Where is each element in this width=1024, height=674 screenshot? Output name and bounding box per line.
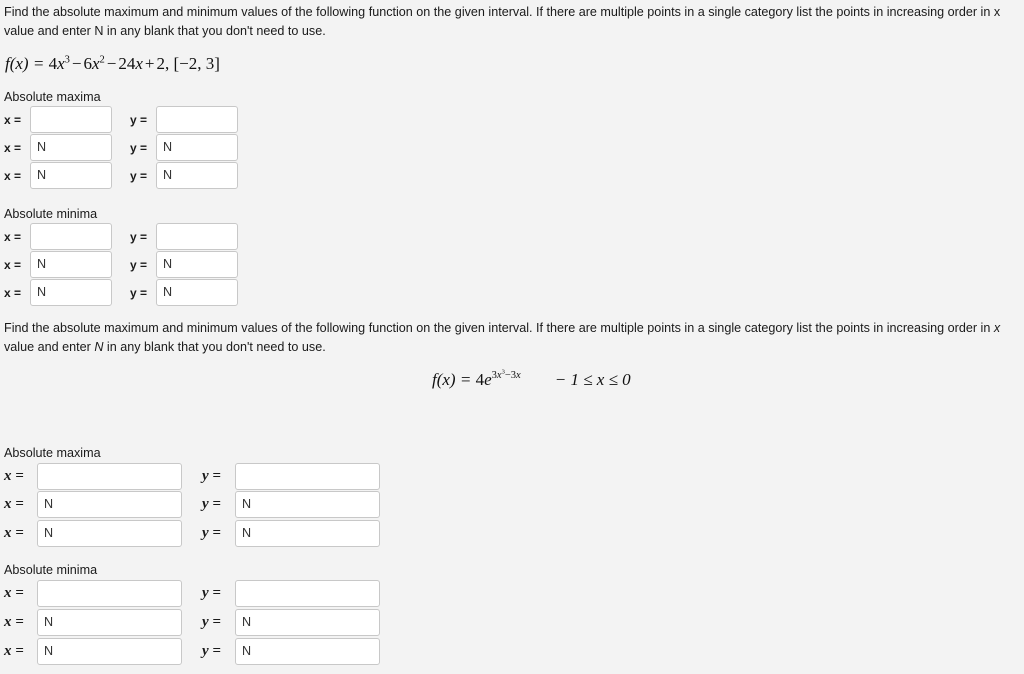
minima-y-input-3[interactable]: N <box>235 638 380 665</box>
maxima-x-input-1[interactable] <box>30 106 112 133</box>
equation-interval: − 1 ≤ x ≤ 0 <box>554 370 631 389</box>
x-label: x = <box>4 112 22 127</box>
problem-1-minima-row <box>4 251 238 278</box>
prompt-text-part-2: value and enter <box>4 340 95 354</box>
equation-term2-coeff: 6 <box>83 54 92 73</box>
y-label: y = <box>130 112 148 127</box>
exponent-coefficient-a: 3 <box>491 370 497 382</box>
maxima-x-input-1[interactable] <box>37 463 182 490</box>
problem-2-equation <box>432 370 631 390</box>
equation-interval: [−2, 3] <box>173 54 220 73</box>
minima-y-input-2[interactable]: N <box>235 609 380 636</box>
maxima-y-input-2[interactable]: N <box>235 491 380 518</box>
equation-term3-coeff: 24 <box>118 54 136 73</box>
minima-x-input-2[interactable]: N <box>30 251 112 278</box>
problem-1-maxima-heading: Absolute maxima <box>4 90 101 104</box>
problem-2-maxima-row <box>4 463 380 490</box>
equation-term2-var: x <box>91 54 100 73</box>
problem-1-prompt <box>4 3 1024 41</box>
equation-op-2: − <box>106 54 117 73</box>
x-label: x = <box>4 285 22 300</box>
equation-term3-var: x <box>135 54 143 73</box>
problem-2-minima-row <box>4 580 380 607</box>
equation-op-3: + <box>144 54 155 73</box>
prompt-text-part-1: Find the absolute maximum and minimum values of the following function on the given interval. If there are multiple points in a single category list the points in increasing order in <box>4 321 994 335</box>
equation-coefficient: 4 <box>475 370 485 389</box>
y-label: y = <box>202 614 221 630</box>
minima-y-input-1[interactable] <box>156 223 238 250</box>
prompt-n-symbol: N <box>94 340 104 354</box>
problem-1-minima-heading: Absolute minima <box>4 207 98 221</box>
equation-term1-var: x <box>57 54 65 73</box>
x-label: x = <box>4 496 24 512</box>
exponent-inner-power: 3 <box>501 368 505 376</box>
maxima-y-input-1[interactable] <box>156 106 238 133</box>
x-label: x = <box>4 614 24 630</box>
minima-y-input-2[interactable]: N <box>156 251 238 278</box>
y-label: y = <box>130 140 148 155</box>
equation-term1-coeff: 4 <box>48 54 58 73</box>
x-label: x = <box>4 257 22 272</box>
x-label: x = <box>4 168 22 183</box>
x-label: x = <box>4 643 24 659</box>
y-label: y = <box>202 496 221 512</box>
y-label: y = <box>202 468 221 484</box>
maxima-x-input-2[interactable]: N <box>30 134 112 161</box>
y-label: y = <box>130 229 148 244</box>
minima-x-input-1[interactable] <box>30 223 112 250</box>
maxima-y-input-3[interactable]: N <box>156 162 238 189</box>
problem-2-maxima-row <box>4 491 380 518</box>
prompt-text-part-2: value and enter <box>4 24 95 38</box>
equation-base: e <box>484 370 492 389</box>
exponent-coefficient-b: 3 <box>510 370 517 382</box>
exponent-operator: − <box>504 370 511 382</box>
equation-term4: 2, <box>156 54 170 73</box>
x-label: x = <box>4 229 22 244</box>
x-label: x = <box>4 468 24 484</box>
minima-x-input-1[interactable] <box>37 580 182 607</box>
x-label: x = <box>4 525 24 541</box>
problem-2-maxima-heading: Absolute maxima <box>4 446 101 460</box>
minima-x-input-3[interactable]: N <box>30 279 112 306</box>
maxima-y-input-2[interactable]: N <box>156 134 238 161</box>
prompt-x-symbol: x <box>993 321 1001 335</box>
y-label: y = <box>130 168 148 183</box>
prompt-text-part-3: in any blank that you don't need to use. <box>103 340 326 354</box>
problem-1-minima-row <box>4 279 238 306</box>
prompt-n-symbol: N <box>94 24 104 38</box>
exponent-var-2: x <box>516 370 521 382</box>
minima-x-input-3[interactable]: N <box>37 638 182 665</box>
maxima-x-input-2[interactable]: N <box>37 491 182 518</box>
maxima-x-input-3[interactable]: N <box>37 520 182 547</box>
minima-y-input-1[interactable] <box>235 580 380 607</box>
y-label: y = <box>202 585 221 601</box>
y-label: y = <box>130 285 148 300</box>
prompt-text-part-1: Find the absolute maximum and minimum values of the following function on the given interval. If there are multiple points in a single category list the points in increasing order in <box>4 5 994 19</box>
equation-exponent <box>492 370 521 381</box>
prompt-x-symbol: x <box>993 5 1001 19</box>
maxima-y-input-1[interactable] <box>235 463 380 490</box>
problem-1-minima-row <box>4 223 238 250</box>
problem-2-minima-row <box>4 609 380 636</box>
equation-term1-exponent: 3 <box>64 54 70 66</box>
y-label: y = <box>130 257 148 272</box>
equation-op-1: − <box>71 54 82 73</box>
problem-1-maxima-row <box>4 162 238 189</box>
x-label: x = <box>4 140 22 155</box>
maxima-y-input-3[interactable]: N <box>235 520 380 547</box>
problem-2-minima-heading: Absolute minima <box>4 563 98 577</box>
minima-y-input-3[interactable]: N <box>156 279 238 306</box>
problem-2-minima-row <box>4 638 380 665</box>
equation-lhs: f(x) = <box>5 54 45 73</box>
minima-x-input-2[interactable]: N <box>37 609 182 636</box>
y-label: y = <box>202 525 221 541</box>
equation-term2-exponent: 2 <box>99 54 105 66</box>
problem-1-equation <box>5 54 220 74</box>
y-label: y = <box>202 643 221 659</box>
maxima-x-input-3[interactable]: N <box>30 162 112 189</box>
x-label: x = <box>4 585 24 601</box>
problem-2-prompt <box>4 319 1024 357</box>
exponent-var-1: x <box>496 370 502 382</box>
equation-lhs: f(x) = <box>432 370 472 389</box>
problem-1-maxima-row <box>4 134 238 161</box>
problem-2-maxima-row <box>4 520 380 547</box>
prompt-text-part-3: in any blank that you don't need to use. <box>103 24 326 38</box>
problem-1-maxima-row <box>4 106 238 133</box>
